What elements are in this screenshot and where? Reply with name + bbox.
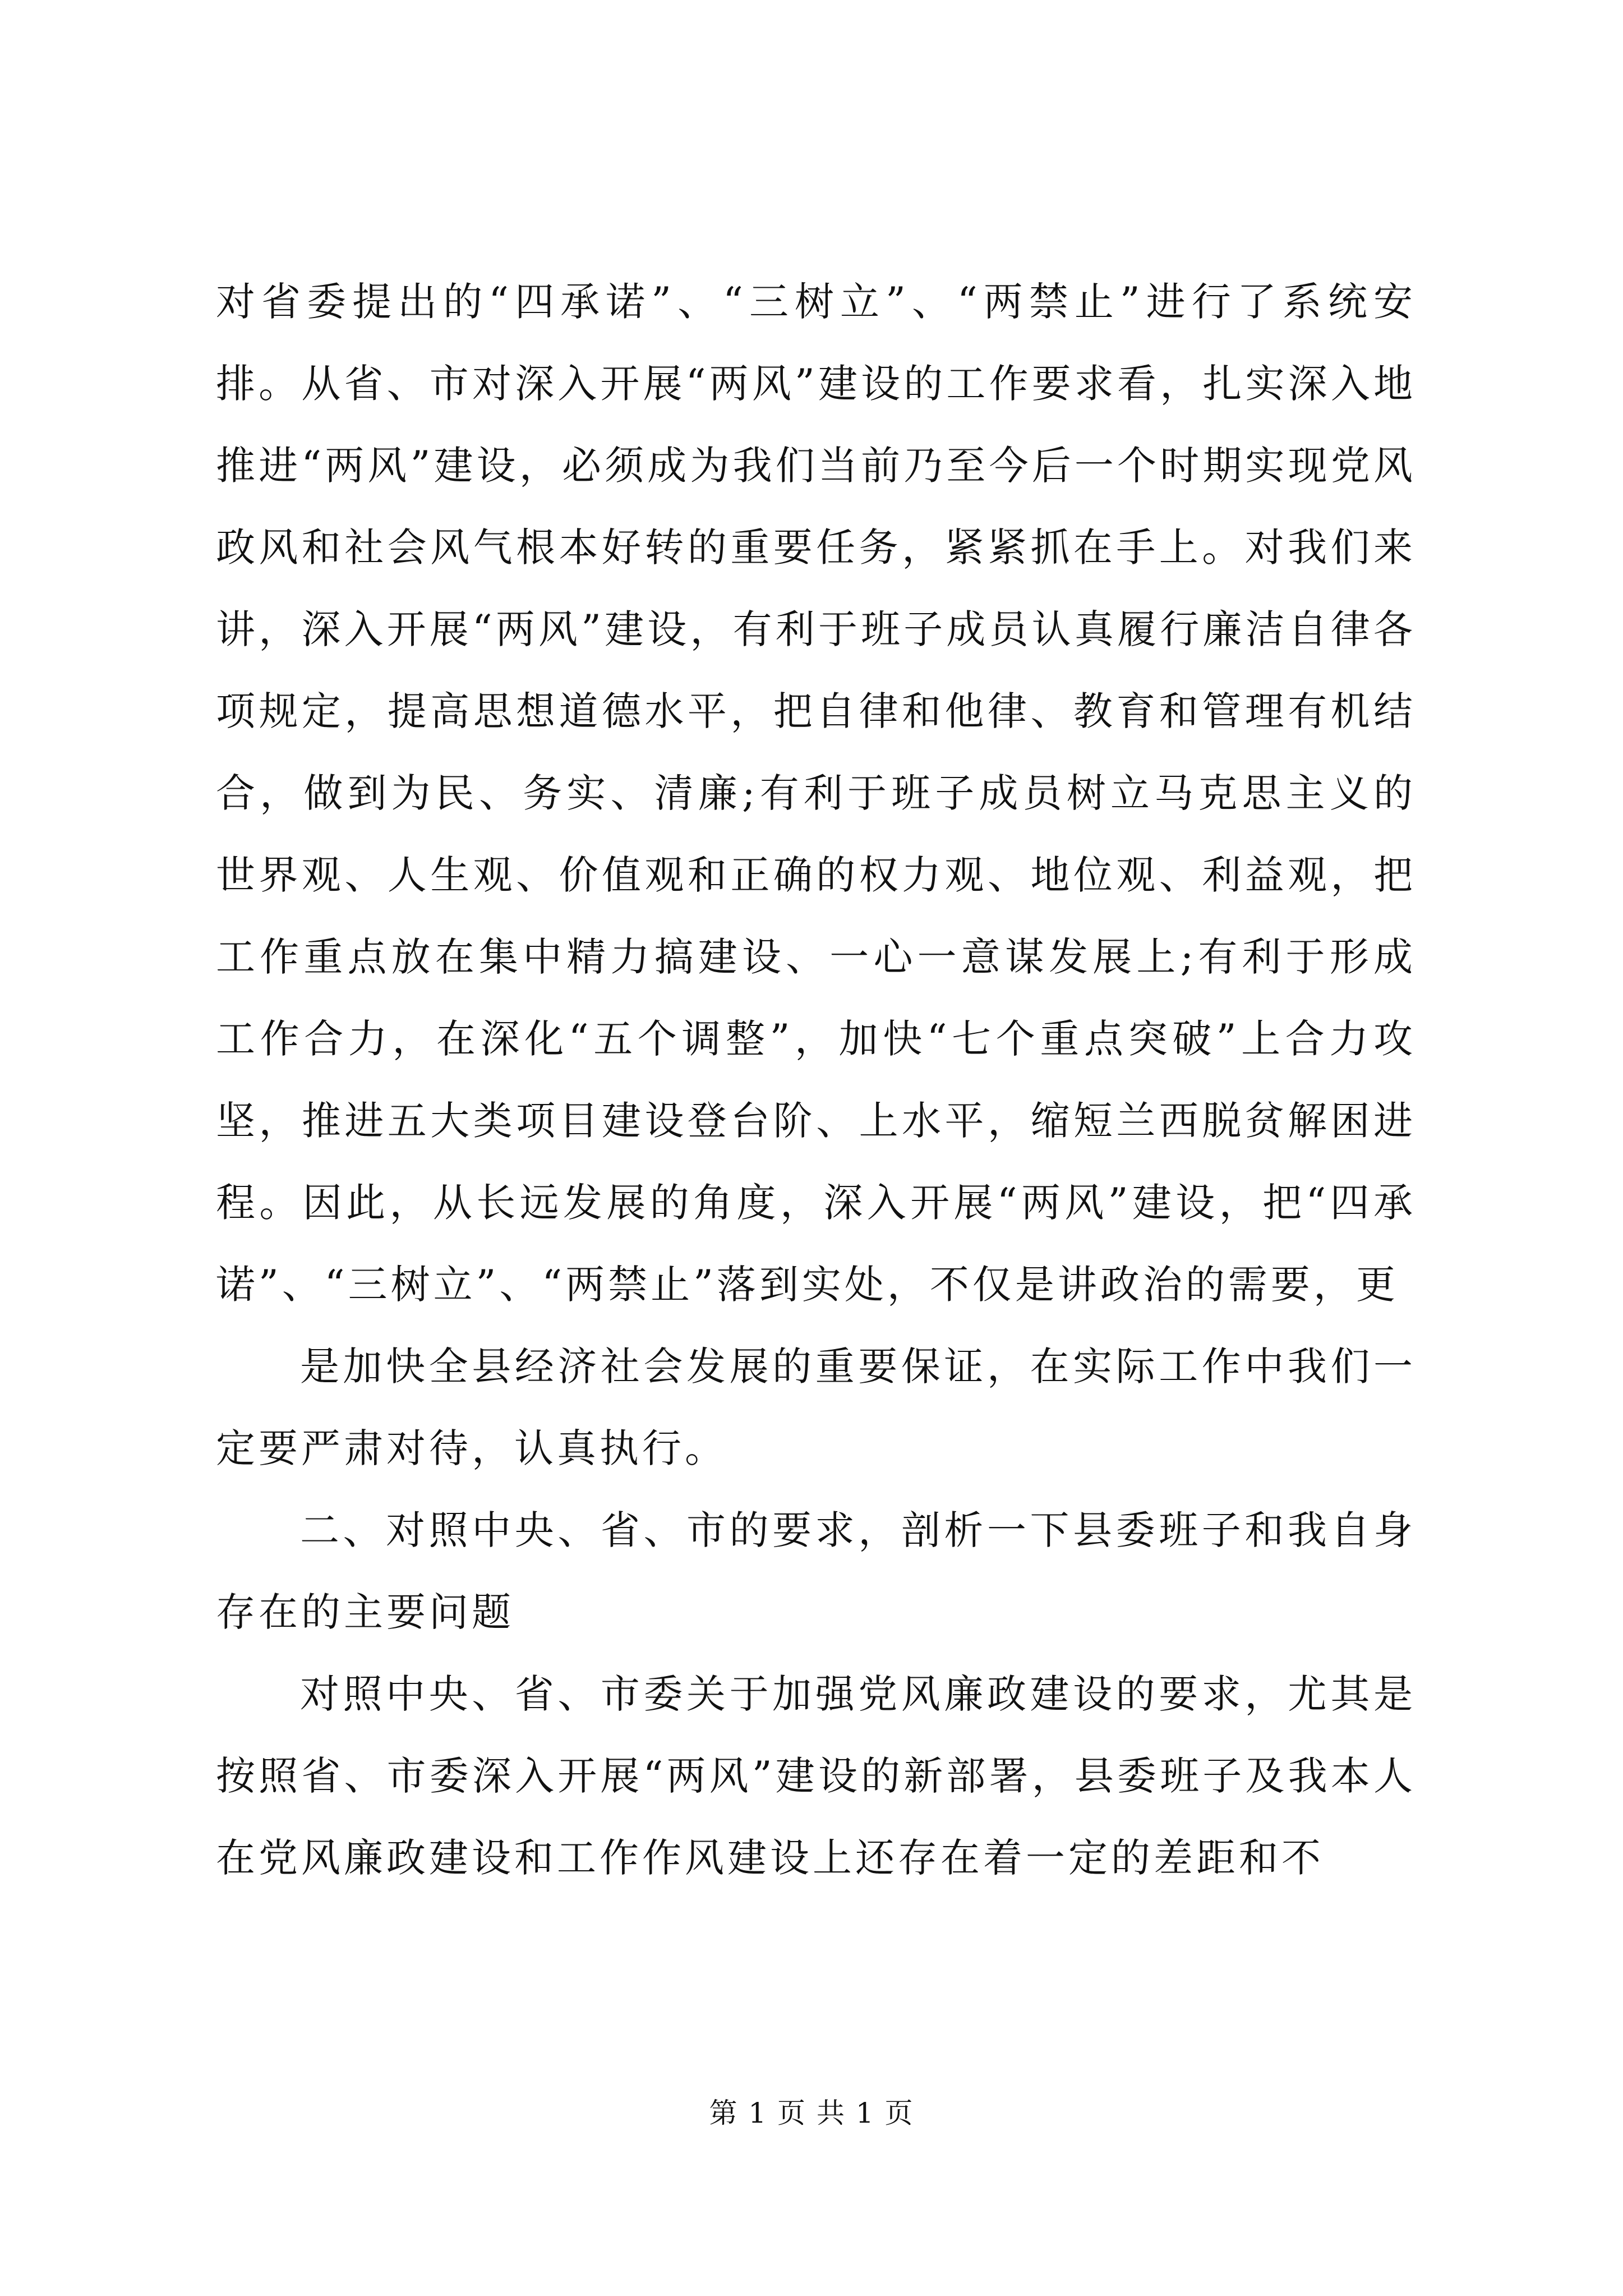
document-body [216,261,1416,1899]
section-heading-two: 二、对照中央、省、市的要求，剖析一下县委班子和我自身存在的主要问题 [216,1507,1416,1635]
paragraph-continuation: 对省委提出的“四承诺”、“三树立”、“两禁止”进行了系统安排。从省、市对深入开展“两风”建设的工作要求看，扎实深入地推进“两风”建设，必须成为我们当前乃至今后一个时期实现党风政风和社会风气根本好转的重要任务，紧紧抓在手上。对我们来讲，深入开展“两风”建设，有利于班子成员认真履行廉洁自律各项规定，提高思想道德水平，把自律和他律、教育和管理有机结合，做到为民、务实、清廉;有利于班子成员树立马克思主义的世界观、人生观、价值观和正确的权力观、地位观、利益观，把工作重点放在集中精力搞建设、一心一意谋发展上;有利于形成工作合力，在深化“五个调整”，加快“七个重点突破”上合力攻坚，推进五大类项目建设登台阶、上水平，缩短兰西脱贫解困进程。因此，从长远发展的角度，深入开展“两风”建设，把“四承诺”、“三树立”、“两禁止”落到实处，不仅是讲政治的需要，更 [216,279,1416,1308]
page-footer: 第 1 页 共 1 页 [709,2097,914,2129]
paragraph-comparison: 对照中央、省、市委关于加强党风廉政建设的要求，尤其是按照省、市委深入开展“两风”建设的新部署，县委班子及我本人在党风廉政建设和工作作风建设上还存在着一定的差距和不 [216,1671,1416,1881]
paragraph-guarantee: 是加快全县经济社会发展的重要保证，在实际工作中我们一定要严肃对待，认真执行。 [216,1343,1416,1471]
